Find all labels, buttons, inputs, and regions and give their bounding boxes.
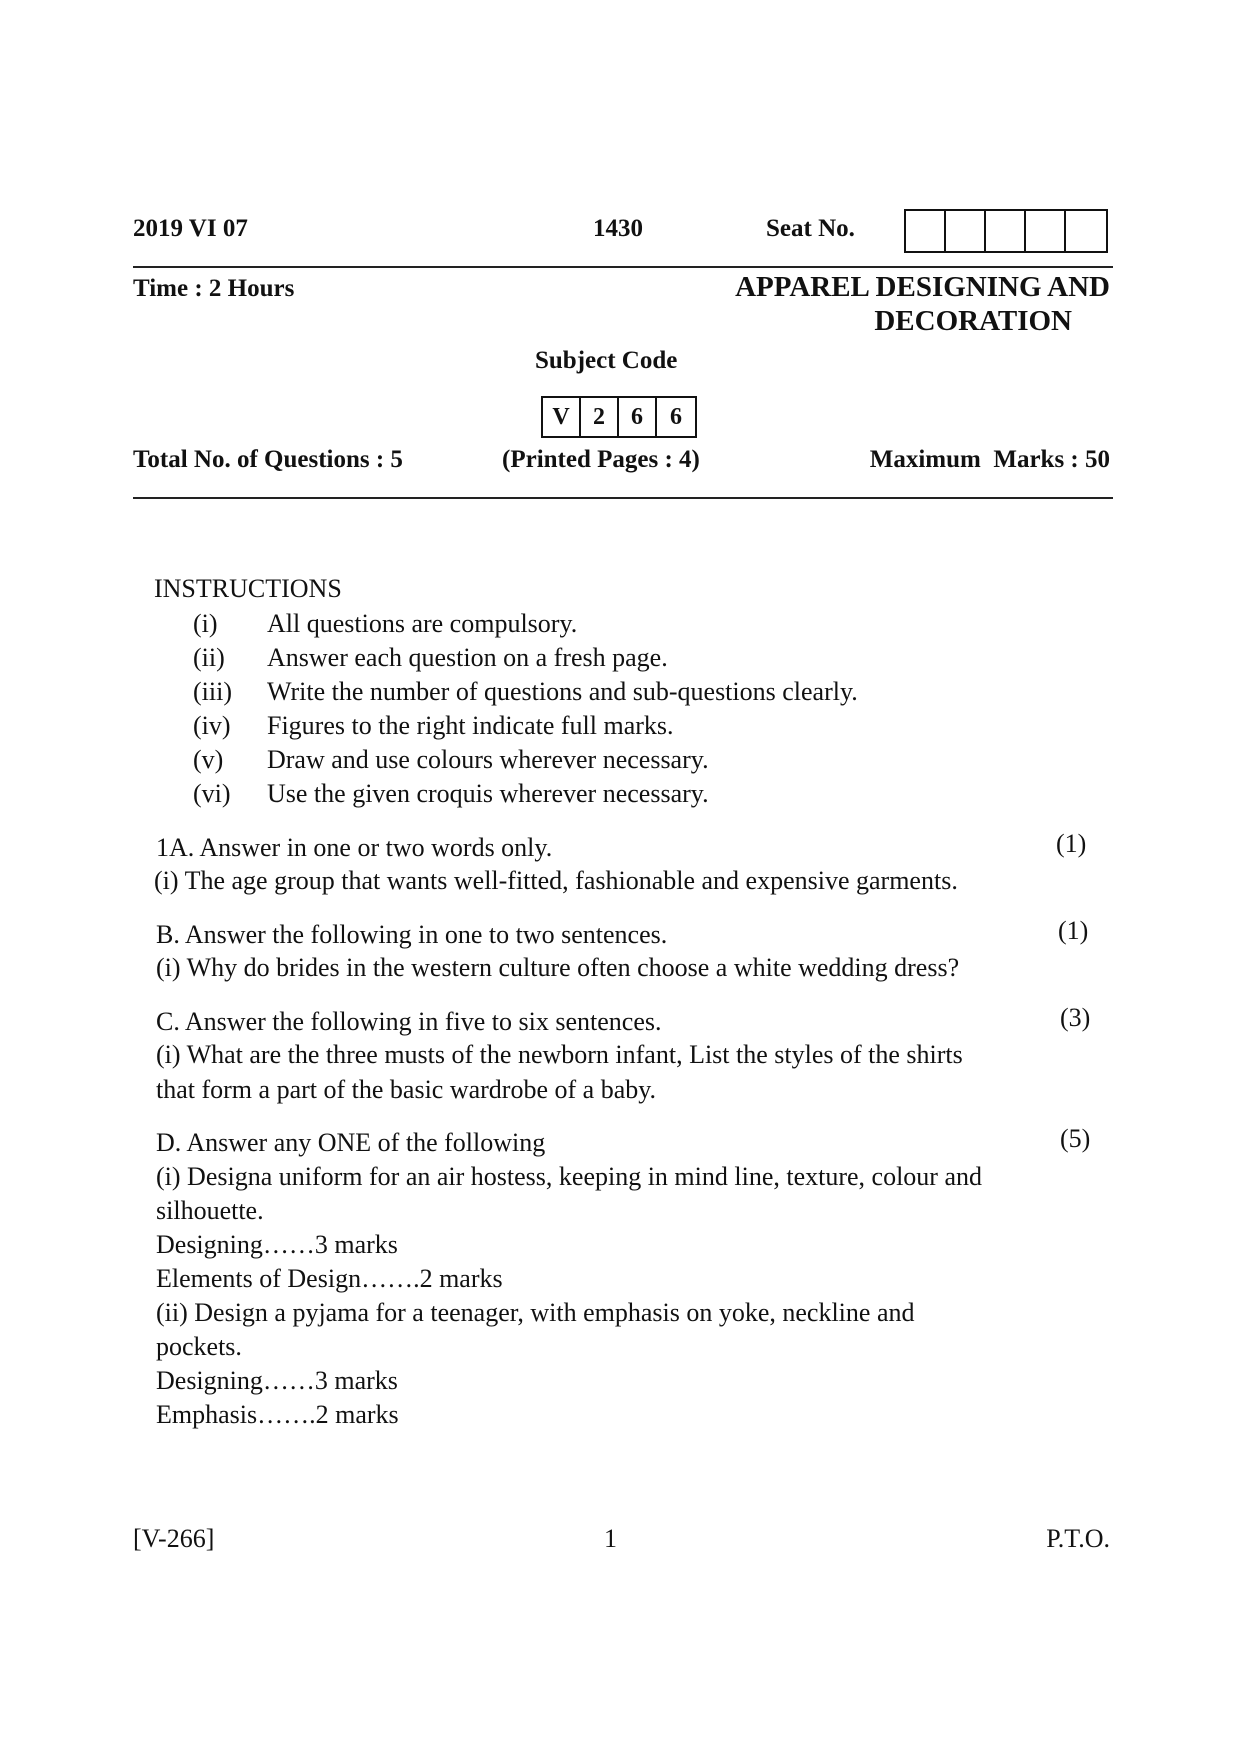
question-d-i-line1: (i) Designa uniform for an air hostess, keeping in mind line, texture, colour and <box>156 1162 983 1191</box>
seat-box <box>1066 211 1106 251</box>
total-questions: Total No. of Questions : 5 <box>133 446 403 473</box>
seat-number-boxes <box>904 209 1108 253</box>
question-d-ii-mark1: Designing……3 marks <box>156 1366 398 1395</box>
subject-title <box>735 270 1110 338</box>
paper-number: 1430 <box>593 215 643 242</box>
instruction-text: Figures to the right indicate full marks. <box>267 711 674 740</box>
subject-title-line2: DECORATION <box>874 305 1072 337</box>
header-bottom-rule <box>133 497 1113 499</box>
seat-box <box>946 211 986 251</box>
question-1a-heading: 1A. Answer in one or two words only. <box>156 833 553 862</box>
question-d-i-line2: silhouette. <box>156 1196 264 1225</box>
question-1a-i: (i) The age group that wants well-fitted, fashionable and expensive garments. <box>154 866 958 895</box>
time-label: Time : 2 Hours <box>133 275 295 302</box>
question-d-heading: D. Answer any ONE of the following <box>156 1128 546 1157</box>
subject-code-char: 2 <box>581 398 619 436</box>
seat-label: Seat No. <box>766 215 855 242</box>
question-c-marks: (3) <box>1060 1003 1091 1032</box>
instruction-text: Draw and use colours wherever necessary. <box>267 745 709 774</box>
instruction-text: Use the given croquis wherever necessary. <box>267 779 709 808</box>
instruction-number: (ii) <box>193 643 225 672</box>
question-b-i: (i) Why do brides in the western culture often choose a white wedding dress? <box>156 953 960 982</box>
printed-pages: (Printed Pages : 4) <box>502 446 700 473</box>
instruction-text: Write the number of questions and sub-questions clearly. <box>267 677 858 706</box>
question-d-ii-line2: pockets. <box>156 1332 242 1361</box>
instruction-number: (iii) <box>193 677 232 706</box>
instruction-text: Answer each question on a fresh page. <box>267 643 668 672</box>
question-d-marks: (5) <box>1060 1124 1091 1153</box>
question-c-i-line2: that form a part of the basic wardrobe of a baby. <box>156 1075 657 1104</box>
footer-code: [V-266] <box>133 1524 215 1553</box>
exam-code: 2019 VI 07 <box>133 215 248 242</box>
question-d-ii-line1: (ii) Design a pyjama for a teenager, with emphasis on yoke, neckline and <box>156 1298 915 1327</box>
subject-code-char: 6 <box>670 403 682 430</box>
subject-code-label: Subject Code <box>535 347 678 374</box>
instruction-number: (iv) <box>193 711 231 740</box>
seat-box <box>1026 211 1066 251</box>
instruction-number: (i) <box>193 609 218 638</box>
instruction-number: (v) <box>193 745 224 774</box>
question-1a-marks: (1) <box>1056 829 1087 858</box>
seat-box <box>986 211 1026 251</box>
instructions-title: INSTRUCTIONS <box>154 574 342 603</box>
question-b-heading: B. Answer the following in one to two sentences. <box>156 920 668 949</box>
question-c-heading: C. Answer the following in five to six sentences. <box>156 1007 662 1036</box>
subject-code-char: 6 <box>619 398 657 436</box>
subject-title-line1: APPAREL DESIGNING AND <box>735 271 1110 303</box>
subject-code-char: V <box>543 398 581 436</box>
header-top-rule <box>133 266 1113 268</box>
maximum-marks: Maximum Marks : 50 <box>869 446 1110 473</box>
instruction-number: (vi) <box>193 779 231 808</box>
question-d-i-mark1: Designing……3 marks <box>156 1230 398 1259</box>
seat-box <box>906 211 946 251</box>
instruction-text: All questions are compulsory. <box>267 609 578 638</box>
question-b-marks: (1) <box>1058 916 1089 945</box>
subject-code-boxes <box>541 396 697 438</box>
question-d-i-mark2: Elements of Design…….2 marks <box>156 1264 503 1293</box>
question-c-i-line1: (i) What are the three musts of the newborn infant, List the styles of the shirts <box>156 1040 963 1069</box>
question-d-ii-mark2: Emphasis…….2 marks <box>156 1400 399 1429</box>
footer-pto: P.T.O. <box>1046 1524 1110 1553</box>
footer-page-number: 1 <box>604 1524 617 1553</box>
